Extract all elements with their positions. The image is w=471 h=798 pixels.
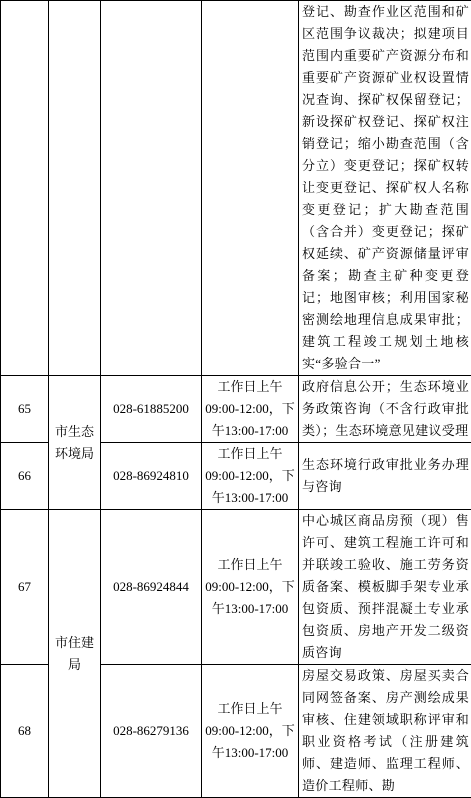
department-cell	[49, 376, 101, 510]
service-items-cell	[299, 376, 471, 443]
department-name: 市住建局	[55, 632, 95, 676]
hours-cell: 工作日上午09:00-12:00，下午13:00-17:00	[202, 376, 299, 443]
service-items-text: 政府信息公开；生态环境业务政策咨询（不含行政审批类）；生态环境意见建议受理	[302, 376, 469, 442]
phone-cell: 028-86924810	[101, 443, 202, 510]
phone-cell	[101, 1, 202, 376]
department-name: 市生态环境局	[55, 421, 95, 465]
phone-cell: 028-86279136	[101, 665, 202, 798]
service-items-cell	[299, 665, 471, 798]
hours-cell	[202, 1, 299, 376]
service-items-text: 中心城区商品房预（现）售许可、建筑工程施工许可和并联竣工验收、施工劳务资质备案、模板脚手架专业承包资质、预拌混凝土专业承包资质、房地产开发二级资质咨询	[302, 510, 469, 664]
service-items-text: 生态环境行政审批业务办理与咨询	[302, 454, 469, 498]
hours-cell: 工作日上午09:00-12:00，下午13:00-17:00	[202, 510, 299, 665]
row-number: 67	[1, 510, 49, 665]
table-row	[1, 1, 471, 376]
phone-cell: 028-61885200	[101, 376, 202, 443]
service-items-text: 登记、勘查作业区范围和矿区范围争议裁决；拟建项目范围内重要矿产资源分布和重要矿产资源矿业权设置情况查询、探矿权保留登记；新设探矿权登记、探矿权注销登记；缩小勘查范围（含分立）变更登记；探矿权转让变更登记、探矿权人名称变更登记；扩大勘查范围（含合并）变更登记；探矿权延续、矿产资源储量评审备案；勘查主矿种变更登记；地图审核；利用国家秘密测绘地理信息成果审批；建筑工程竣工规划土地核实“多验合一”	[302, 1, 469, 375]
table-row	[1, 510, 471, 665]
phone-cell: 028-86924844	[101, 510, 202, 665]
service-items-cell	[299, 510, 471, 665]
hours-cell: 工作日上午09:00-12:00，下午13:00-17:00	[202, 443, 299, 510]
department-cell	[49, 510, 101, 798]
row-number: 65	[1, 376, 49, 443]
service-items-text: 房屋交易政策、房屋买卖合同网签备案、房产测绘成果审核、住建领域职称评审和职业资格考试（注册建筑师、建造师、监理工程师、造价工程师、勘	[302, 665, 469, 797]
department-cell	[49, 1, 101, 376]
service-items-cell	[299, 443, 471, 510]
row-number: 66	[1, 443, 49, 510]
table-row	[1, 376, 471, 443]
service-items-cell	[299, 1, 471, 376]
hours-cell: 工作日上午09:00-12:00，下午13:00-17:00	[202, 665, 299, 798]
row-number	[1, 1, 49, 376]
row-number: 68	[1, 665, 49, 798]
